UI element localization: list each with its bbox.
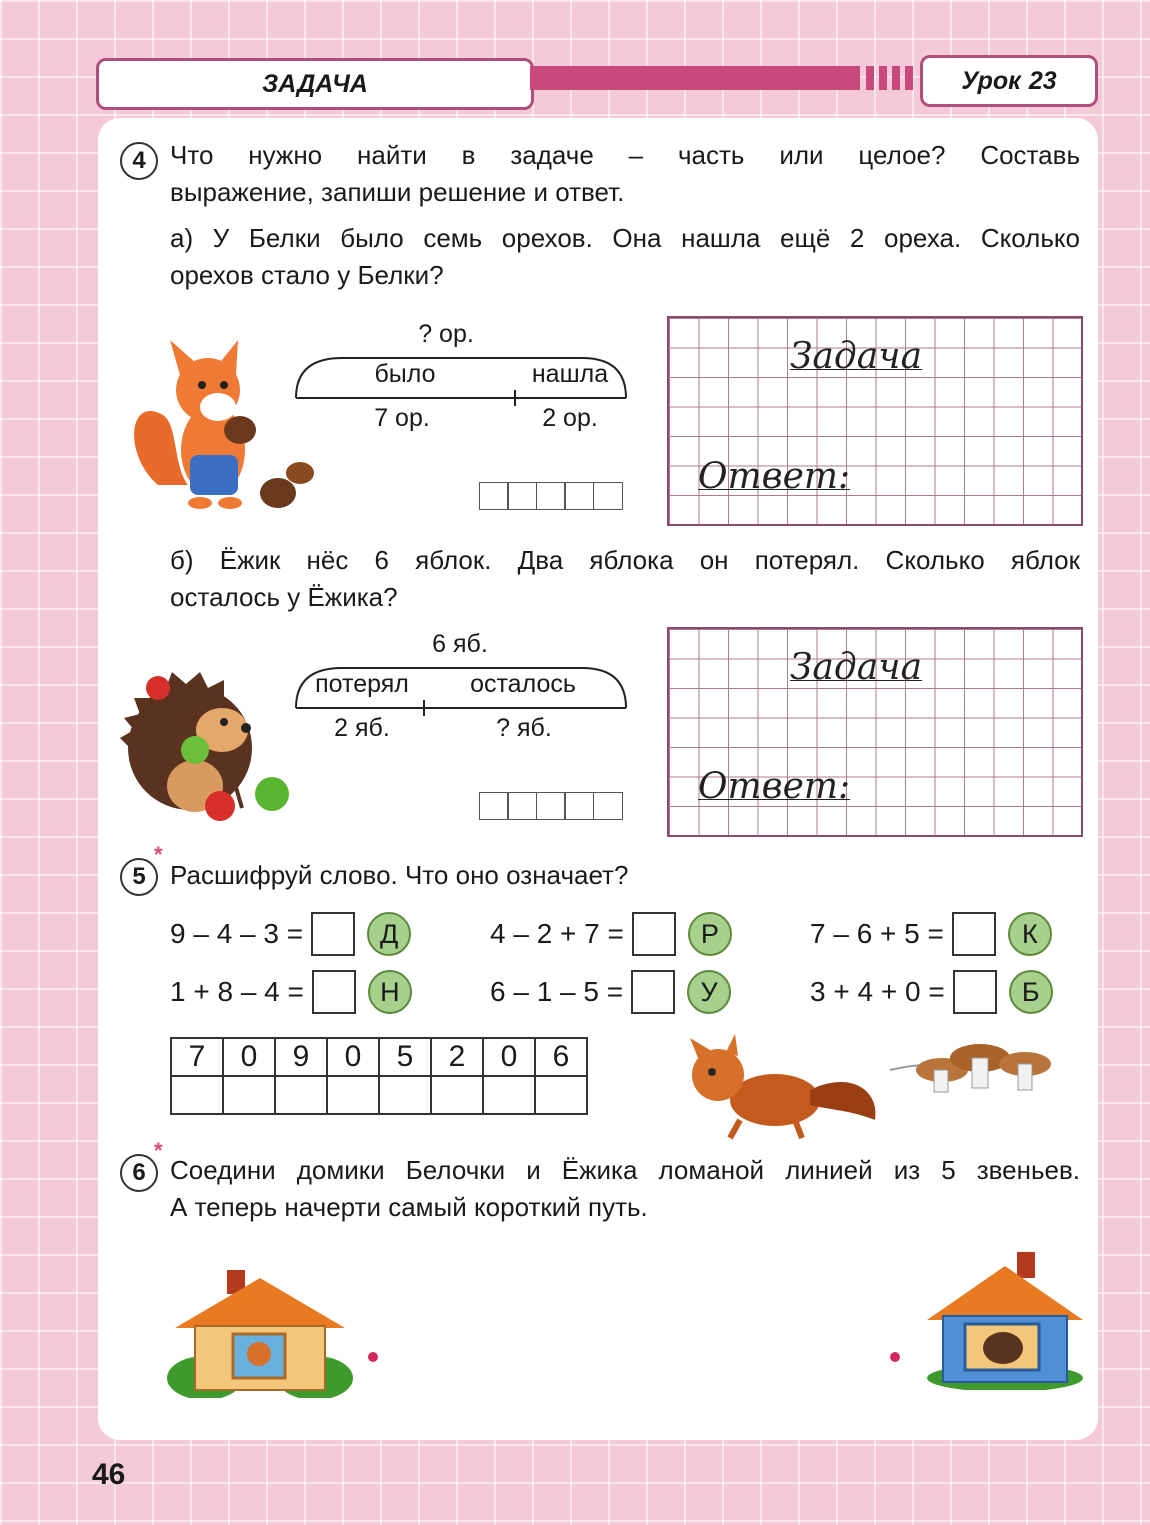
task4-text-line1: Что нужно найти в задаче – часть или целое? Составь (170, 140, 1080, 170)
equation-2-letter: Р (688, 912, 732, 956)
hedgehog-house-point[interactable] (890, 1352, 900, 1362)
equation-4-answer-box[interactable] (312, 970, 356, 1014)
equation-1-letter: Д (367, 912, 411, 956)
header-stripes (866, 66, 916, 90)
diagram-b-part1-label: потерял (315, 670, 409, 698)
code-cell: 0 (223, 1038, 275, 1076)
answer-boxes-a[interactable] (480, 482, 623, 510)
diagram-b-total: 6 яб. (432, 630, 488, 658)
task5-text: Расшифруй слово. Что оно означает? (170, 860, 629, 890)
equation-2: 4 – 2 + 7 = Р (490, 912, 732, 956)
squirrel-house-point[interactable] (368, 1352, 378, 1362)
squirrel-house-illustration (165, 1268, 355, 1398)
equation-4-letter: Н (368, 970, 412, 1014)
letter-cell[interactable] (535, 1076, 587, 1114)
diagram-b-part2-label: осталось (470, 670, 576, 698)
code-cell: 7 (171, 1038, 223, 1076)
grid-b-title: Задача (790, 647, 923, 688)
task6-text-line2: А теперь начерти самый короткий путь. (170, 1192, 648, 1222)
diagram-b-part1-value: 2 яб. (334, 714, 390, 742)
task4-text-line2: выражение, запиши решение и ответ. (170, 177, 625, 207)
equation-3-letter: К (1008, 912, 1052, 956)
diagram-a-total: ? ор. (418, 320, 474, 348)
equation-5-answer-box[interactable] (631, 970, 675, 1014)
diagram-a-part1-label: было (374, 360, 436, 388)
hedgehog-house-illustration (925, 1250, 1085, 1390)
diagram-a-part1-value: 7 ор. (374, 404, 430, 432)
equation-3: 7 – 6 + 5 = К (810, 912, 1052, 956)
page-number: 46 (92, 1458, 126, 1491)
task6-text-line1: Соедини домики Белочки и Ёжика ломаной линией из 5 звеньев. (170, 1155, 1080, 1185)
code-cell: 6 (535, 1038, 587, 1076)
grid-b-answer: Ответ: (698, 766, 851, 807)
equation-6-letter: Б (1009, 970, 1053, 1014)
equation-3-answer-box[interactable] (952, 912, 996, 956)
code-cell: 9 (275, 1038, 327, 1076)
equation-5: 6 – 1 – 5 = У (490, 970, 731, 1014)
lesson-number: 23 (1028, 66, 1057, 95)
letter-cell[interactable] (171, 1076, 223, 1114)
task6-asterisk: * (154, 1138, 163, 1163)
equation-6-answer-box[interactable] (953, 970, 997, 1014)
answer-boxes-b[interactable] (480, 792, 623, 820)
task5-asterisk: * (154, 842, 163, 867)
section-title (96, 58, 534, 110)
equation-5-letter: У (687, 970, 731, 1014)
diagram-b-part2-value: ? яб. (496, 714, 552, 742)
diagram-a-part2-value: 2 ор. (542, 404, 598, 432)
header-bar (530, 66, 860, 90)
task-number-4: 4 (120, 142, 158, 180)
task4a-text-line2: орехов стало у Белки? (170, 260, 444, 290)
equation-1-answer-box[interactable] (311, 912, 355, 956)
letter-cell[interactable] (483, 1076, 535, 1114)
lesson-label: Урок (961, 66, 1021, 95)
section-title-text: ЗАДАЧА (262, 69, 368, 98)
letter-cell[interactable] (275, 1076, 327, 1114)
diagram-a-part2-label: нашла (531, 360, 609, 388)
hedgehog-with-apples-illustration (120, 668, 300, 828)
task4a-text-line1: а) У Белки было семь орехов. Она нашла ещё 2 ореха. Сколько (170, 223, 1080, 253)
task-number-5: 5 (120, 858, 158, 896)
code-row (171, 1038, 587, 1076)
task4b-text-line1: б) Ёжик нёс 6 яблок. Два яблока он потерял. Сколько яблок (170, 545, 1080, 575)
letter-cell[interactable] (223, 1076, 275, 1114)
letter-cell[interactable] (327, 1076, 379, 1114)
code-table (170, 1037, 588, 1115)
decoded-letters-row[interactable] (171, 1076, 587, 1114)
chipmunk-mushrooms-illustration (680, 1030, 1080, 1145)
equation-2-answer-box[interactable] (632, 912, 676, 956)
grid-a-title: Задача (790, 336, 923, 377)
grid-a-answer: Ответ: (698, 456, 851, 497)
lesson-badge (920, 55, 1098, 107)
code-cell: 5 (379, 1038, 431, 1076)
equation-6: 3 + 4 + 0 = Б (810, 970, 1053, 1014)
code-cell: 0 (327, 1038, 379, 1076)
equation-4: 1 + 8 – 4 = Н (170, 970, 412, 1014)
task4b-text-line2: осталось у Ёжика? (170, 582, 398, 612)
code-cell: 0 (483, 1038, 535, 1076)
letter-cell[interactable] (379, 1076, 431, 1114)
code-cell: 2 (431, 1038, 483, 1076)
task-number-6: 6 (120, 1154, 158, 1192)
letter-cell[interactable] (431, 1076, 483, 1114)
equation-1: 9 – 4 – 3 = Д (170, 912, 411, 956)
